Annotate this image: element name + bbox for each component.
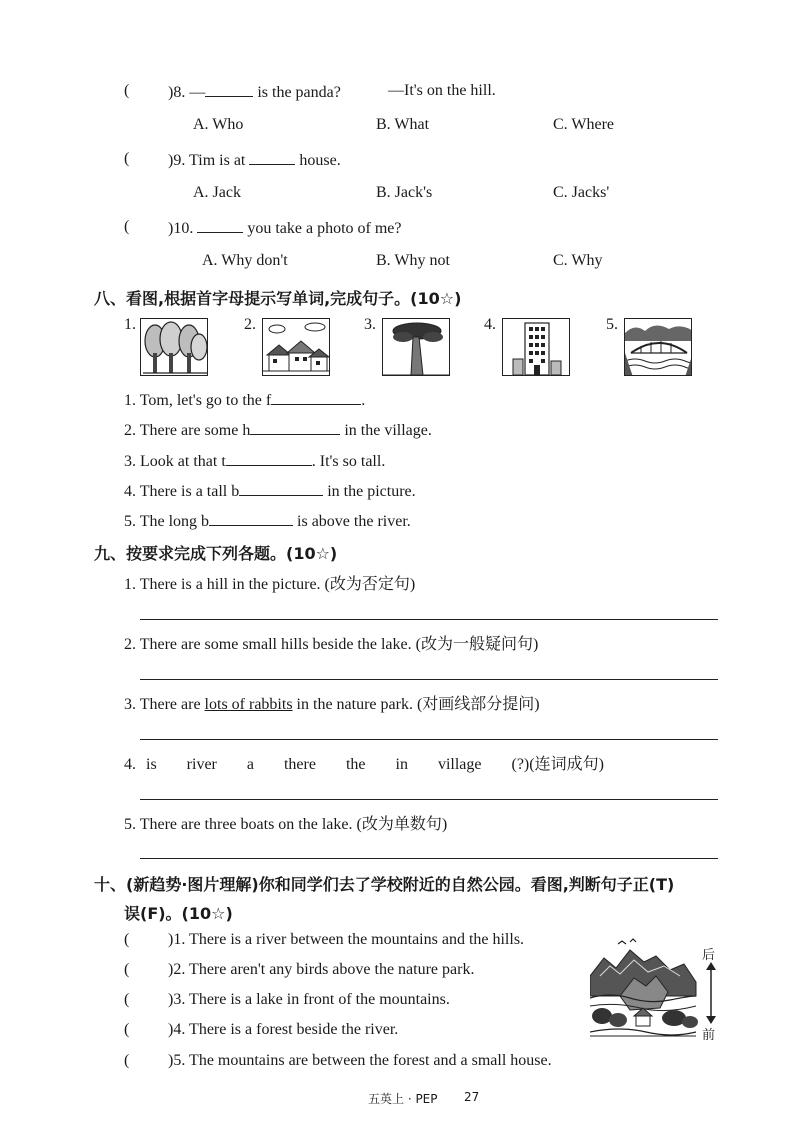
q9-option-b: B. Jack's	[376, 184, 433, 201]
q8-stem-after: is the panda?	[257, 84, 341, 101]
s9-answer-line-4[interactable]	[140, 799, 718, 800]
nature-park-figure	[590, 936, 702, 1040]
s10-paren-2: (	[124, 961, 130, 978]
q10-question	[168, 218, 402, 238]
s10-item-2: )2. There aren't any birds above the nature park.	[168, 961, 475, 978]
q9-question	[168, 150, 341, 170]
direction-arrow-icon	[705, 962, 717, 1029]
s9-item-1: 1. There is a hill in the picture. (改为否定句)	[124, 576, 416, 593]
q10-stem-after: you take a photo of me?	[247, 220, 402, 237]
s8-item-4-text: 4. There is a tall b	[124, 483, 240, 500]
q8-paren: (	[124, 82, 130, 99]
q9-option-c: C. Jacks'	[553, 184, 610, 201]
s8-item-5-blank[interactable]	[209, 511, 293, 526]
s10-item-4: )4. There is a forest beside the river.	[168, 1021, 399, 1038]
s9-answer-line-3[interactable]	[140, 739, 718, 740]
q8-question	[168, 82, 341, 102]
pic2-number: 2.	[244, 316, 256, 333]
s9-item-4: 4. is river a there the in village (?)(连词成句)	[124, 756, 604, 773]
s10-paren-1: (	[124, 931, 130, 948]
q10-option-a: A. Why don't	[202, 252, 288, 269]
village-icon	[262, 318, 330, 376]
s8-item-3	[124, 451, 385, 471]
s8-item-1-after: .	[361, 392, 366, 409]
s8-item-2	[124, 420, 432, 440]
section10-title-cont: 误(F)。(10☆)	[124, 904, 233, 923]
q10-option-b: B. Why not	[376, 252, 450, 269]
s9-item-3	[124, 691, 540, 714]
q10-paren: (	[124, 218, 130, 235]
s8-item-1-text: 1. Tom, let's go to the f	[124, 392, 272, 409]
s9-item-3-after: in the nature park. (对画线部分提问)	[292, 696, 540, 713]
forest-icon	[140, 318, 208, 376]
q8-option-c: C. Where	[553, 116, 615, 133]
q10-stem: )10.	[168, 220, 194, 237]
s8-item-1	[124, 390, 365, 410]
s9-item-2: 2. There are some small hills beside the lake. (改为一般疑问句)	[124, 636, 539, 653]
s8-item-1-blank[interactable]	[271, 390, 361, 405]
s9-answer-line-5[interactable]	[140, 858, 718, 859]
s8-item-4-blank[interactable]	[239, 481, 323, 496]
s9-item-5: 5. There are three boats on the lake. (改为单数句)	[124, 816, 448, 833]
s8-item-2-blank[interactable]	[250, 420, 340, 435]
s8-item-4-after: in the picture.	[327, 483, 416, 500]
footer-page-number: 27	[464, 1090, 480, 1104]
q8-option-a: A. Who	[193, 116, 244, 133]
s10-item-3: )3. There is a lake in front of the mountains.	[168, 991, 450, 1008]
bridge-icon	[624, 318, 692, 376]
section10-title: 十、(新趋势·图片理解)你和同学们去了学校附近的自然公园。看图,判断句子正(T)	[94, 875, 675, 894]
s10-paren-5: (	[124, 1052, 130, 1069]
section8-title: 八、看图,根据首字母提示写单词,完成句子。(10☆)	[94, 289, 462, 308]
q9-option-a: A. Jack	[193, 184, 241, 201]
q10-option-c: C. Why	[553, 252, 603, 269]
pic3-number: 3.	[364, 316, 376, 333]
s8-item-2-text: 2. There are some h	[124, 422, 251, 439]
s10-paren-4: (	[124, 1021, 130, 1038]
s8-item-5-text: 5. The long b	[124, 513, 210, 530]
section9-title: 九、按要求完成下列各题。(10☆)	[94, 544, 338, 563]
pic5-number: 5.	[606, 316, 618, 333]
q8-stem: )8. —	[168, 84, 206, 101]
q8-option-b: B. What	[376, 116, 430, 133]
q9-paren: (	[124, 150, 130, 167]
pic4-number: 4.	[484, 316, 496, 333]
s8-item-3-after: . It's so tall.	[311, 453, 386, 470]
q10-blank[interactable]	[197, 218, 243, 233]
s9-item-3-underlined: lots of rabbits	[204, 696, 293, 713]
q9-stem-after: house.	[299, 152, 341, 169]
s10-item-1: )1. There is a river between the mountains and the hills.	[168, 931, 525, 948]
s8-item-3-blank[interactable]	[226, 451, 312, 466]
s8-item-5	[124, 511, 411, 531]
q9-blank[interactable]	[249, 150, 295, 165]
pic1-number: 1.	[124, 316, 136, 333]
s8-item-5-after: is above the river.	[297, 513, 411, 530]
s8-item-2-after: in the village.	[344, 422, 432, 439]
s9-item-3-text: 3. There are	[124, 696, 205, 713]
s9-answer-line-1[interactable]	[140, 619, 718, 620]
s9-answer-line-2[interactable]	[140, 679, 718, 680]
figure-label-front: 前	[702, 1028, 716, 1043]
tree-icon	[382, 318, 450, 376]
building-icon	[502, 318, 570, 376]
s10-item-5: )5. The mountains are between the forest and a small house.	[168, 1052, 552, 1069]
footer-book: 五英上 · PEP	[368, 1092, 438, 1106]
q8-reply: —It's on the hill.	[388, 82, 496, 99]
q8-blank[interactable]	[205, 82, 253, 97]
figure-label-back: 后	[702, 948, 716, 963]
s8-item-3-text: 3. Look at that t	[124, 453, 226, 470]
s10-paren-3: (	[124, 991, 130, 1008]
s8-item-4	[124, 481, 416, 501]
q9-stem: )9. Tim is at	[168, 152, 246, 169]
